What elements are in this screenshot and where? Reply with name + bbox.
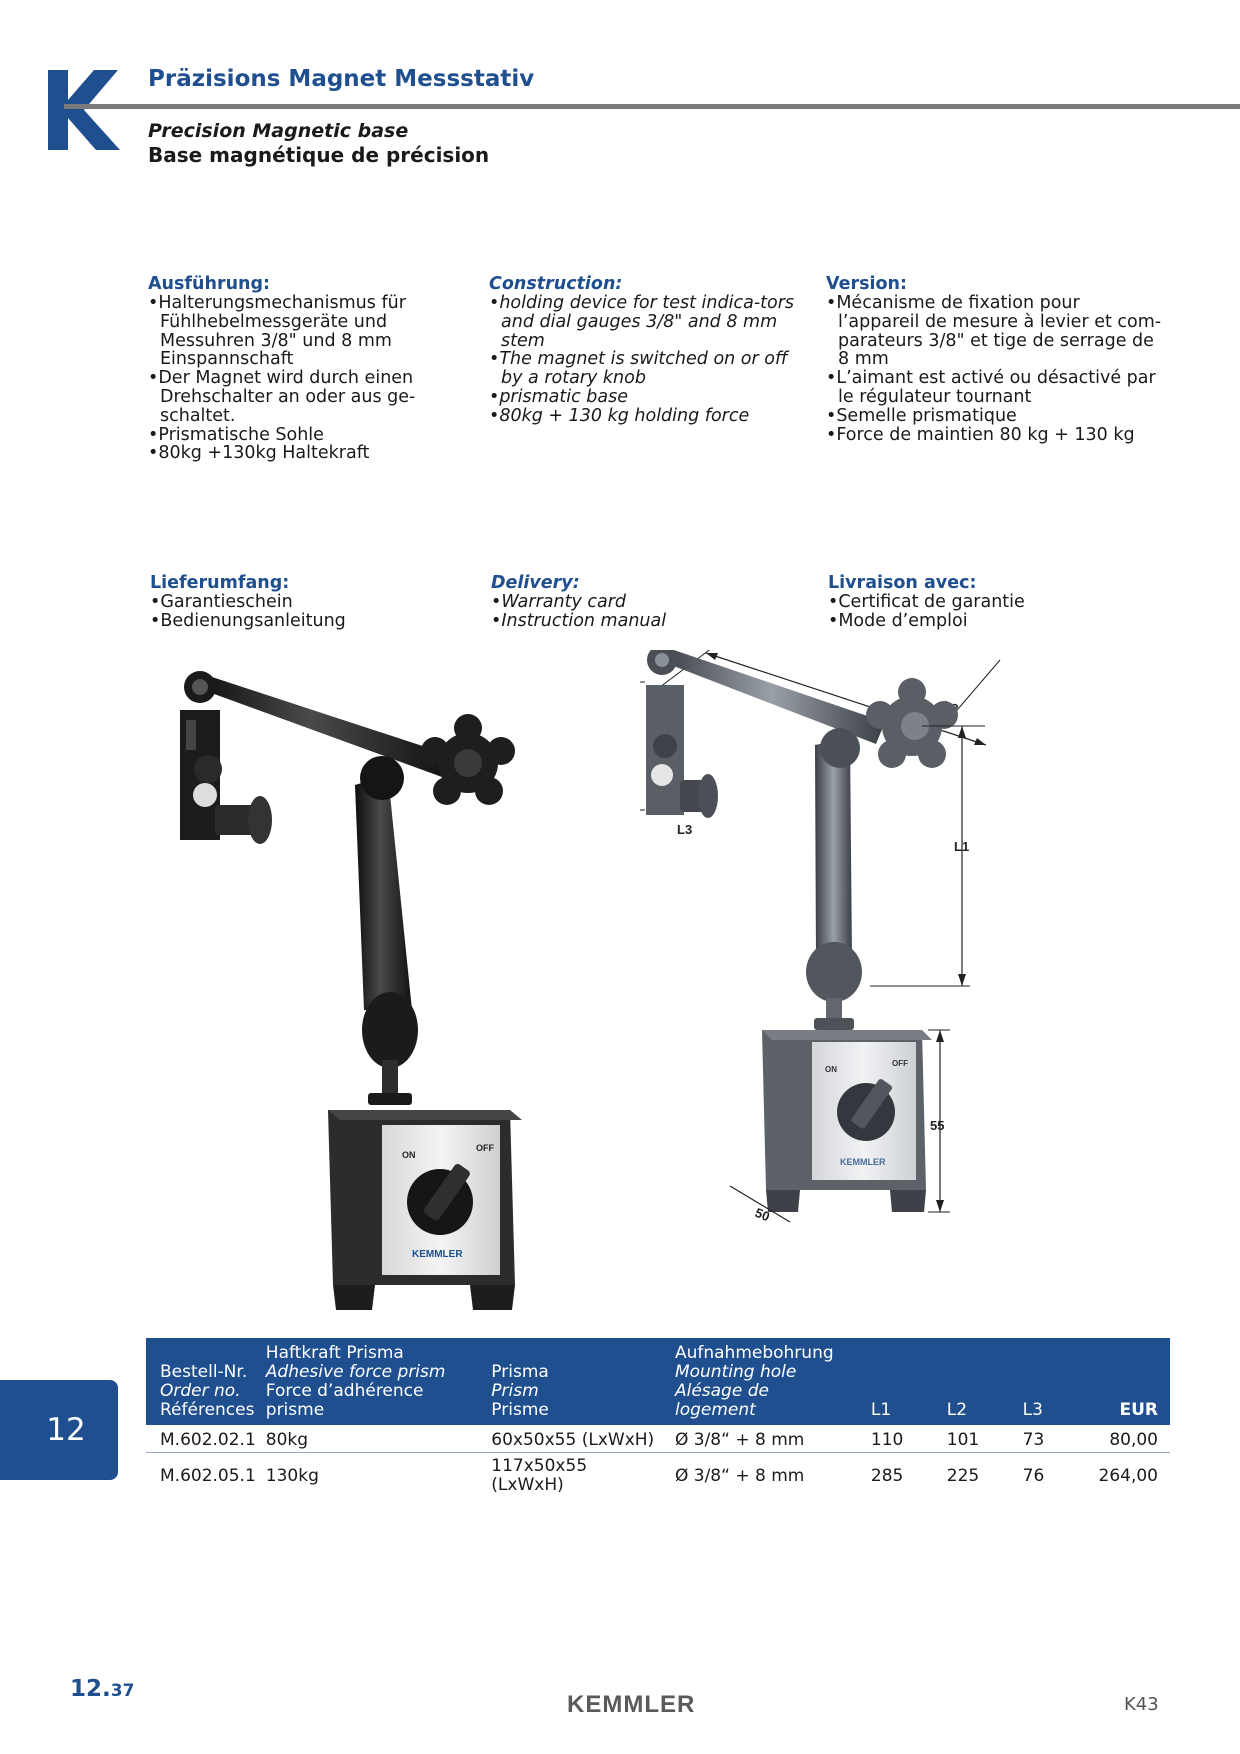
header-force: Haftkraft Prisma Adhesive force prism Force d’adhérence prisme [262,1338,478,1425]
list-item: • Instruction manual [491,612,811,631]
drawing-brand-plate-label: KEMMLER [840,1157,886,1167]
dim-l3-label: L3 [677,822,693,837]
table-row [146,1425,1170,1453]
cell-eur: 264,00 [1085,1453,1170,1498]
delivery-de [150,573,470,631]
cell-l2: 101 [946,1430,980,1450]
cell-order: M.602.05.1 [146,1453,262,1498]
cell-hole: Ø 3/8“ + 8 mm [661,1453,857,1498]
cell-l3: 76 [1009,1453,1085,1498]
list-item: • The magnet is switched on or off by a rotary knob [489,350,809,388]
header-l2: L2 [933,1338,1009,1425]
construction-de [148,274,468,463]
brand-plate-label: KEMMLER [412,1249,463,1260]
list-item: • Force de maintien 80 kg + 130 kg [826,426,1166,445]
header-prism: Prisma Prism Prisme [477,1338,661,1425]
switch-off-label: OFF [476,1143,494,1153]
cell-l3: 73 [1022,1430,1045,1450]
table-row [146,1453,1170,1498]
dim-l1-label: L1 [954,839,970,854]
list-item: • Prismatische Sohle [148,426,468,445]
construction-en-heading: Construction: [489,274,623,294]
delivery-en [491,573,811,631]
delivery-de-heading: Lieferumfang: [150,573,290,593]
page-title: Präzisions Magnet Messstativ [148,66,535,92]
list-item: • Garantieschein [150,593,470,612]
list-item: • Halterungsmechanismus für Fühlhebelmessgeräte und Messuhren 3/8" und 8 mm Einspannschaft [148,294,468,369]
list-item: • 80kg + 130 kg holding force [489,407,809,426]
list-item: • Warranty card [491,593,811,612]
drawing-switch-on-label: ON [825,1065,837,1074]
cell-l2: 225 [933,1453,1009,1498]
catalog-code: K43 [1124,1694,1159,1715]
list-item: • Mode d’emploi [828,612,1148,631]
cell-prism: 117x50x55 (LxWxH) [477,1453,661,1498]
price-table [146,1338,1170,1497]
header-rule [64,104,1240,109]
dim-height-label: 55 [930,1118,945,1133]
header-l1: L1 [857,1338,933,1425]
dim-width-label: 50 [752,1204,772,1225]
header-hole: Aufnahmebohrung Mounting hole Alésage de logement [661,1338,857,1425]
construction-en [489,274,809,426]
dimension-drawing [640,650,1110,1320]
kemmler-k-logo [48,70,120,150]
chapter-tab-number: 12 [46,1412,86,1448]
switch-on-label: ON [402,1150,416,1160]
cell-prism: 60x50x55 (LxWxH) [491,1430,655,1450]
list-item: • holding device for test indica-tors and dial gauges 3/8" and 8 mm stem [489,294,809,350]
cell-l1: 285 [857,1453,933,1498]
page-subtitle-en: Precision Magnetic base [148,120,409,142]
page-subtitle-fr: Base magnétique de précision [148,143,490,167]
kemmler-footer-logo [567,1690,717,1716]
cell-eur: 80,00 [1109,1430,1158,1450]
list-item: • L’aimant est activé ou désactivé par le régulateur tournant [826,369,1166,407]
product-photo-magnetic-base [150,665,570,1325]
drawing-switch-off-label: OFF [892,1059,908,1068]
list-item: • Mécanisme de fixation pour l’appareil de mesure à levier et com-parateurs 3/8" et tige de serrage de 8 mm [826,294,1166,369]
cell-order: M.602.02.1 [160,1430,256,1450]
cell-l1: 110 [870,1430,904,1450]
construction-fr-heading: Version: [826,274,907,294]
list-item: • Bedienungsanleitung [150,612,470,631]
construction-fr [826,274,1166,444]
header-eur: EUR [1085,1338,1170,1425]
list-item: • Semelle prismatique [826,407,1166,426]
cell-hole: Ø 3/8“ + 8 mm [674,1430,805,1450]
cell-force: 130kg [262,1453,478,1498]
delivery-en-heading: Delivery: [491,573,580,593]
page-number: 12.37 [70,1676,135,1702]
list-item: • 80kg +130kg Haltekraft [148,444,468,463]
svg-text:KEMMLER: KEMMLER [567,1691,696,1716]
construction-de-heading: Ausführung: [148,274,271,294]
delivery-fr-heading: Livraison avec: [828,573,977,593]
delivery-fr [828,573,1148,631]
header-order: Bestell-Nr. Order no. Références [146,1338,262,1425]
cell-force: 80kg [265,1430,309,1450]
list-item: • prismatic base [489,388,809,407]
list-item: • Der Magnet wird durch einen Drehschalter an oder aus ge-schaltet. [148,369,468,425]
list-item: • Certificat de garantie [828,593,1148,612]
header-l3: L3 [1009,1338,1085,1425]
